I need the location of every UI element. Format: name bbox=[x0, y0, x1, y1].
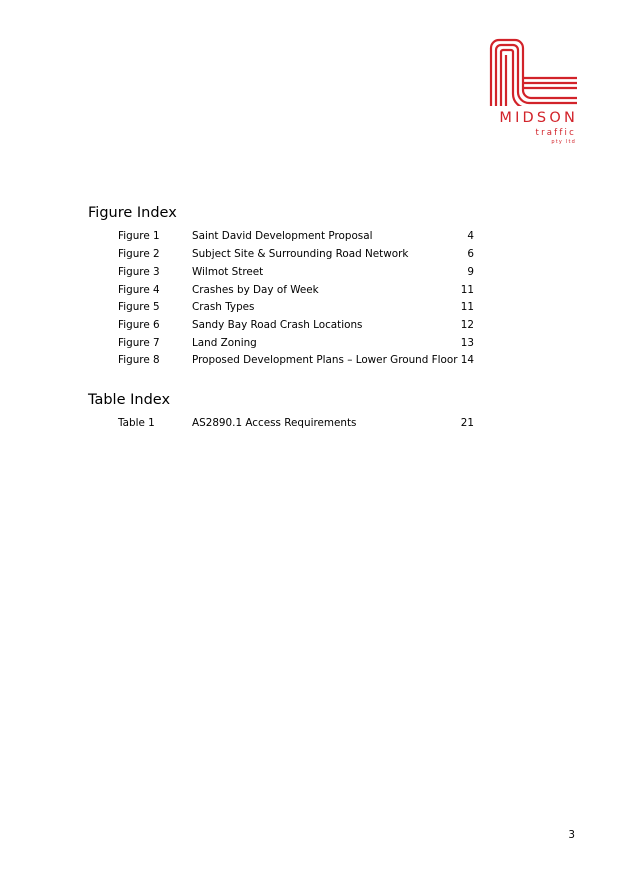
entry-title: Subject Site & Surrounding Road Network bbox=[192, 248, 409, 260]
entry-title: Crashes by Day of Week bbox=[192, 284, 319, 296]
figure-index-row[interactable] bbox=[118, 299, 476, 315]
midson-traffic-logo bbox=[486, 38, 578, 146]
figure-index-row[interactable] bbox=[118, 335, 476, 351]
entry-page: 13 bbox=[460, 337, 474, 349]
entry-label: Figure 5 bbox=[118, 301, 160, 313]
entry-label: Figure 4 bbox=[118, 284, 160, 296]
entry-label: Figure 7 bbox=[118, 337, 160, 349]
figure-index-row[interactable] bbox=[118, 282, 476, 298]
brand-suffix: pty ltd bbox=[551, 139, 576, 145]
figure-index-row[interactable] bbox=[118, 246, 476, 262]
entry-page: 9 bbox=[467, 266, 474, 278]
table-index-row[interactable] bbox=[118, 415, 476, 431]
entry-title: Crash Types bbox=[192, 301, 255, 313]
entry-title: Wilmot Street bbox=[192, 266, 264, 278]
entry-title: Land Zoning bbox=[192, 337, 257, 349]
entry-title: Sandy Bay Road Crash Locations bbox=[192, 319, 363, 331]
entry-page: 11 bbox=[460, 301, 474, 313]
brand-subtitle: traffic bbox=[535, 128, 576, 138]
page-number: 3 bbox=[568, 829, 575, 841]
figure-index-row[interactable] bbox=[118, 317, 476, 333]
entry-title: Saint David Development Proposal bbox=[192, 230, 373, 242]
entry-title: Proposed Development Plans – Lower Ground Floor bbox=[192, 354, 458, 366]
figure-index-heading: Figure Index bbox=[88, 205, 177, 221]
entry-label: Figure 3 bbox=[118, 266, 160, 278]
entry-label: Figure 1 bbox=[118, 230, 160, 242]
entry-page: 14 bbox=[460, 354, 474, 366]
entry-page: 4 bbox=[467, 230, 474, 242]
figure-index-row[interactable] bbox=[118, 228, 476, 244]
entry-label: Table 1 bbox=[118, 417, 155, 429]
figure-index-row[interactable] bbox=[118, 264, 476, 280]
figure-index-row[interactable] bbox=[118, 352, 476, 368]
brand-name: MIDSON bbox=[499, 110, 578, 126]
entry-page: 21 bbox=[460, 417, 474, 429]
entry-page: 11 bbox=[460, 284, 474, 296]
entry-page: 12 bbox=[460, 319, 474, 331]
midson-logo-mark-icon bbox=[489, 38, 577, 106]
entry-label: Figure 2 bbox=[118, 248, 160, 260]
entry-page: 6 bbox=[467, 248, 474, 260]
entry-label: Figure 6 bbox=[118, 319, 160, 331]
entry-title: AS2890.1 Access Requirements bbox=[192, 417, 357, 429]
entry-label: Figure 8 bbox=[118, 354, 160, 366]
table-index-heading: Table Index bbox=[88, 392, 171, 408]
